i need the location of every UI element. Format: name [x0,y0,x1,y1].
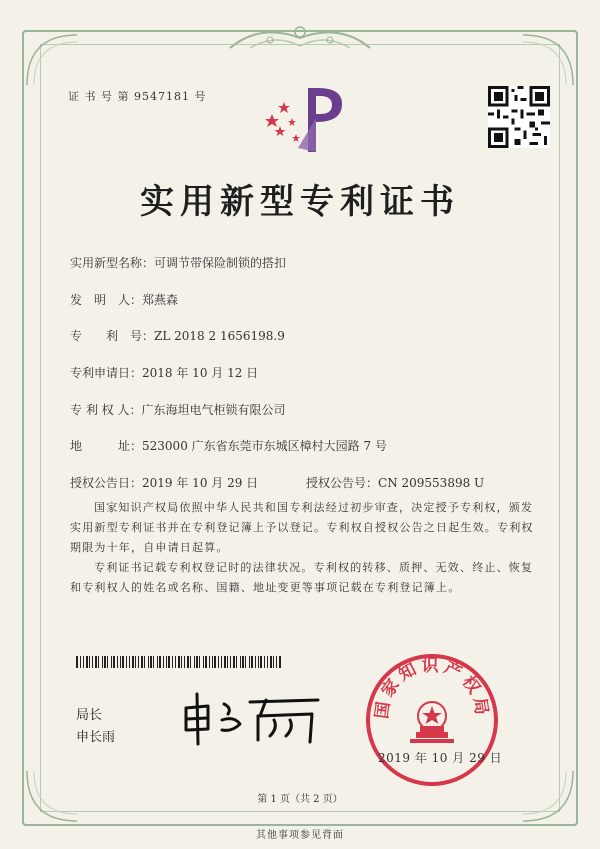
field-utility-model-name [70,254,286,271]
certificate-number: 证 书 号 第 9547181 号 [68,90,207,103]
field-grant-date [70,474,258,491]
qr-code-icon [488,86,550,148]
corner-ornament-tl [22,30,82,90]
field-value: CN 209553898 U [378,476,485,490]
field-value: ZL 2018 2 1656198.9 [154,329,285,343]
field-label: 专 利 权 人： [70,403,142,417]
footer-note: 其他事项参见背面 [256,830,344,841]
top-ornament [220,18,380,58]
field-value: 郑燕森 [142,293,179,307]
document-title: 实用新型专利证书 [140,182,460,222]
field-filing-date [70,364,258,381]
page-number: 第 1 页（共 2 页） [257,794,343,805]
director-title: 局长 [76,708,103,723]
field-value: 可调节带保险制锁的搭扣 [154,256,287,270]
field-inventor [70,291,178,308]
field-grant-number [306,474,484,491]
field-label: 授权公告日： [70,476,143,490]
field-value: 广东海坦电气柜锁有限公司 [141,403,286,417]
cnipa-logo-icon [258,78,354,156]
seal-text: 国家知识产权局 [372,655,492,721]
field-label: 专 利 号： [70,329,155,343]
corner-ornament-tr [518,30,578,90]
field-label: 地 址： [70,439,143,453]
field-label: 授权公告号： [306,476,379,490]
field-value: 523000 广东省东莞市东城区樟村大园路 7 号 [142,439,387,453]
barcode-icon [76,656,284,668]
official-seal-icon [362,650,502,790]
field-patent-number [70,327,285,344]
field-value: 2019 年 10 月 29 日 [142,476,259,490]
field-label: 专利申请日： [70,366,143,380]
field-label: 发 明 人： [70,293,143,307]
field-value: 2018 年 10 月 12 日 [142,366,259,380]
field-label: 实用新型名称： [70,256,155,270]
body-paragraph-2: 专利证书记载专利权登记时的法律状况。专利权的转移、质押、无效、终止、恢复和专利权人的姓名或名称、国籍、地址变更等事项记载在专利登记簿上。 [70,561,534,594]
field-patentee [70,401,285,418]
seal-date: 2019 年 10 月 29 日 [378,751,503,765]
director-name: 申长雨 [76,730,116,745]
body-paragraph-1: 国家知识产权局依照中华人民共和国专利法经过初步审查，决定授予专利权，颁发实用新型专利证书并在专利登记簿上予以登记。专利权自授权公告之日起生效。专利权期限为十年，自申请日起算。 [70,501,534,554]
handwritten-signature [178,686,328,746]
field-address [70,437,387,454]
